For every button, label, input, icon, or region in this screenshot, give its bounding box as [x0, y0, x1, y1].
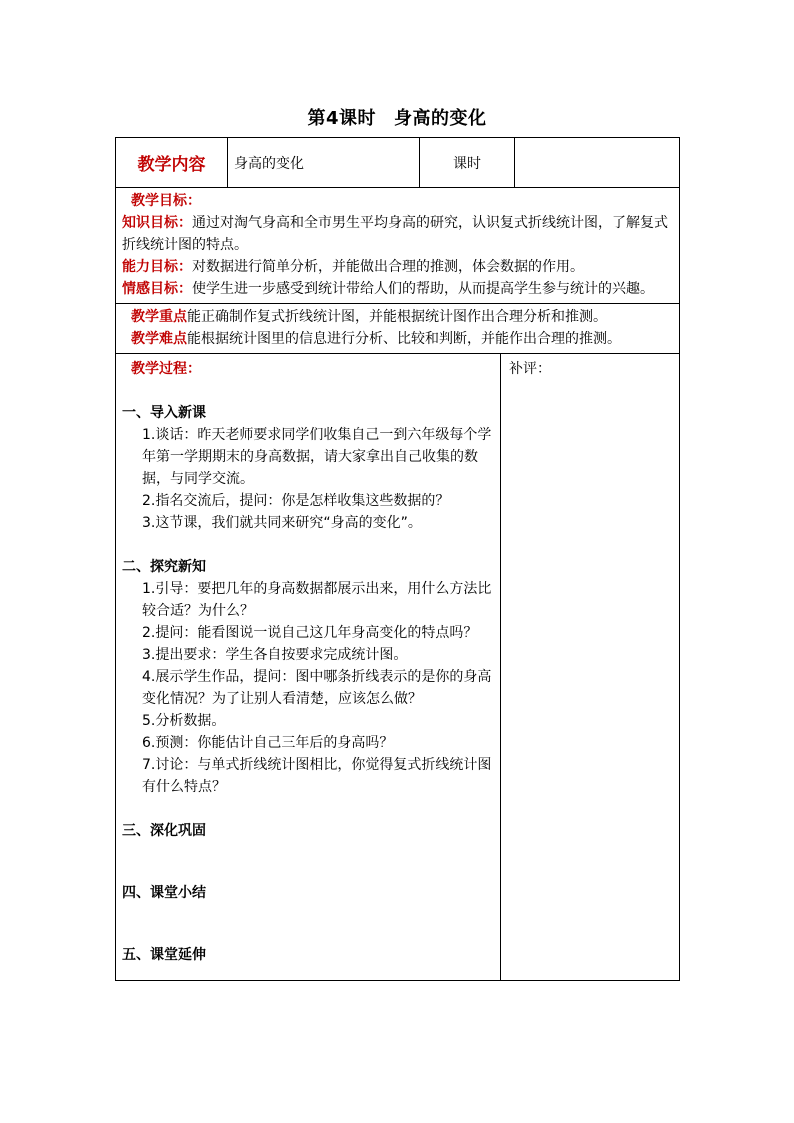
ability-objective: [122, 256, 673, 278]
list-item: 6.预测：你能估计自己三年后的身高吗？: [142, 735, 394, 751]
difficulty-label: 教学难点: [131, 331, 187, 347]
knowledge-objective: [122, 212, 673, 256]
teaching-difficulty: [122, 328, 673, 350]
list-item: 4.展示学生作品，提问：图中哪条折线表示的是你的身高变化情况？为了让别人看清楚，应该怎么做？: [142, 669, 492, 707]
list-item: 3.这节课，我们就共同来研究“身高的变化”。: [142, 515, 422, 531]
section-title-extension: 五、课堂延伸: [122, 947, 206, 963]
title-lesson-name: 身高的变化: [394, 108, 487, 129]
page-title: [0, 104, 794, 130]
teaching-focus: [122, 306, 673, 328]
emotion-label: 情感目标：: [122, 281, 192, 297]
knowledge-text: 通过对淘气身高和全市男生平均身高的研究，认识复式折线统计图，了解复式折线统计图的特点。: [122, 215, 668, 253]
section-title-intro: 一、导入新课: [122, 405, 206, 421]
objectives-section: [115, 188, 680, 304]
section-title-consolidate: 三、深化巩固: [122, 823, 206, 839]
difficulty-text: 能根据统计图里的信息进行分析、比较和判断，并能作出合理的推测。: [187, 331, 621, 347]
process-heading: 教学过程：: [131, 361, 201, 377]
hours-value: [515, 138, 679, 187]
hours-label: 课时: [420, 138, 515, 187]
list-item: 5.分析数据。: [142, 713, 226, 729]
objectives-heading: 教学目标：: [131, 193, 201, 209]
focus-label: 教学重点: [131, 309, 187, 325]
list-item: 2.指名交流后，提问：你是怎样收集这些数据的？: [142, 493, 450, 509]
header-row: [115, 137, 680, 188]
content-value: 身高的变化: [228, 138, 420, 187]
focus-text: 能正确制作复式折线统计图，并能根据统计图作出合理分析和推测。: [187, 309, 607, 325]
content-label: 教学内容: [116, 138, 228, 187]
supplement-column: [501, 354, 679, 980]
list-item: 1.谈话：昨天老师要求同学们收集自己一到六年级每个学年第一学期期末的身高数据，请大家拿出自己收集的数据，与同学交流。: [142, 427, 492, 487]
section-title-explore: 二、探究新知: [122, 559, 206, 575]
key-points-section: [115, 304, 680, 354]
emotion-objective: [122, 278, 673, 300]
list-item: 3.提出要求：学生各自按要求完成统计图。: [142, 647, 408, 663]
list-item: 1.引导：要把几年的身高数据都展示出来，用什么方法比较合适？为什么？: [142, 581, 492, 619]
emotion-text: 使学生进一步感受到统计带给人们的帮助，从而提高学生参与统计的兴趣。: [192, 281, 654, 297]
title-lesson-number: 第4课时: [307, 108, 377, 129]
section-title-summary: 四、课堂小结: [122, 885, 206, 901]
lesson-plan-table: [115, 137, 680, 981]
ability-text: 对数据进行简单分析，并能做出合理的推测，体会数据的作用。: [192, 259, 584, 275]
process-section: [115, 354, 680, 981]
process-column: [116, 354, 501, 980]
list-item: 2.提问：能看图说一说自己这几年身高变化的特点吗？: [142, 625, 478, 641]
ability-label: 能力目标：: [122, 259, 192, 275]
list-item: 7.讨论：与单式折线统计图相比，你觉得复式折线统计图有什么特点？: [142, 757, 492, 795]
knowledge-label: 知识目标：: [122, 215, 192, 231]
supplement-label: 补评：: [509, 361, 551, 377]
